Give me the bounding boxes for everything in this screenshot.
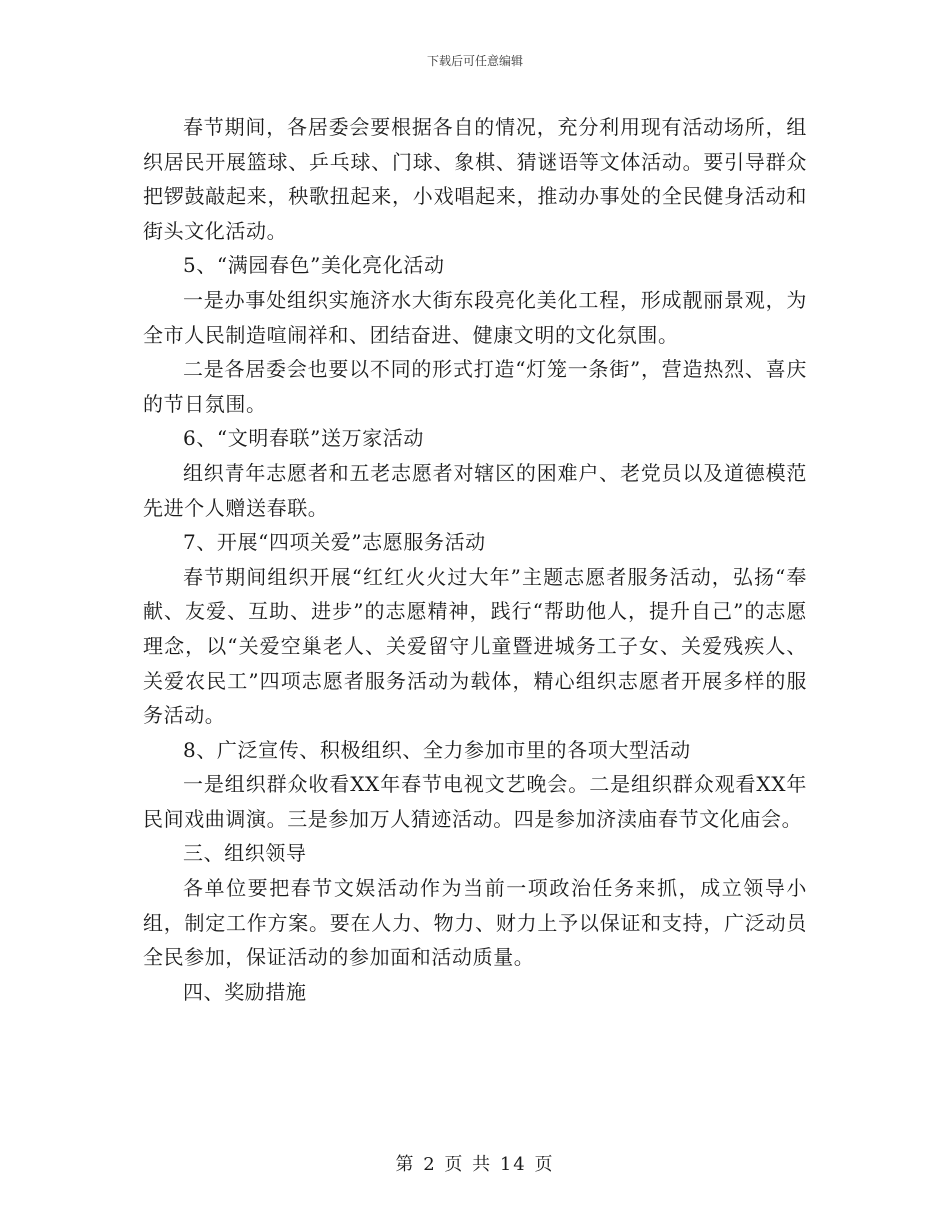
paragraph-item-7: 春节期间组织开展“红红火火过大年”主题志愿者服务活动，弘扬“奉献、友爱、互助、进步”的志愿精神，践行“帮助他人，提升自己”的志愿理念，以“关爱空巢老人、关爱留守儿童暨进城务工子女、关爱残疾人、关爱农民工”四项志愿者服务活动为载体，精心组织志愿者开展多样的服务活动。 [143,564,807,728]
heading-item-6: 6、“文明春联”送万家活动 [183,426,424,451]
paragraph-item-5b: 二是各居委会也要以不同的形式打造“灯笼一条街”，营造热烈、喜庆的节日氛围。 [143,357,807,416]
paragraph-section-three: 各单位要把春节文娱活动作为当前一项政治任务来抓，成立领导小组，制定工作方案。要在人力、物力、财力上予以保证和支持，广泛动员全民参加，保证活动的参加面和活动质量。 [143,876,807,970]
document-body [143,110,807,1009]
heading-section-four: 四、奖励措施 [183,979,307,1004]
paragraph-activities: 春节期间，各居委会要根据各自的情况，充分利用现有活动场所，组织居民开展篮球、乒乓球、门球、象棋、猜谜语等文体活动。要引导群众把锣鼓敲起来，秧歌扭起来，小戏唱起来，推动办事处的全民健身活动和街头文化活动。 [143,115,807,243]
paragraph-item-5a: 一是办事处组织实施济水大街东段亮化美化工程，形成靓丽景观，为全市人民制造喧闹祥和、团结奋进、健康文明的文化氛围。 [143,287,807,347]
page-header-note: 下载后可任意编辑 [426,54,523,68]
heading-item-8: 8、广泛宣传、积极组织、全力参加市里的各项大型活动 [183,737,691,762]
heading-item-7: 7、开展“四项关爱”志愿服务活动 [183,530,486,555]
heading-item-5: 5、“满园春色”美化亮化活动 [183,253,445,278]
heading-section-three: 三、组织领导 [183,841,307,866]
page-number-footer: 第 2 页 共 14 页 [395,1154,555,1175]
paragraph-item-6: 组织青年志愿者和五老志愿者对辖区的困难户、老党员以及道德模范先进个人赠送春联。 [143,460,807,520]
paragraph-item-8: 一是组织群众收看XX年春节电视文艺晚会。二是组织群众观看XX年民间戏曲调演。三是参加万人猜迹活动。四是参加济渎庙春节文化庙会。 [143,772,807,831]
